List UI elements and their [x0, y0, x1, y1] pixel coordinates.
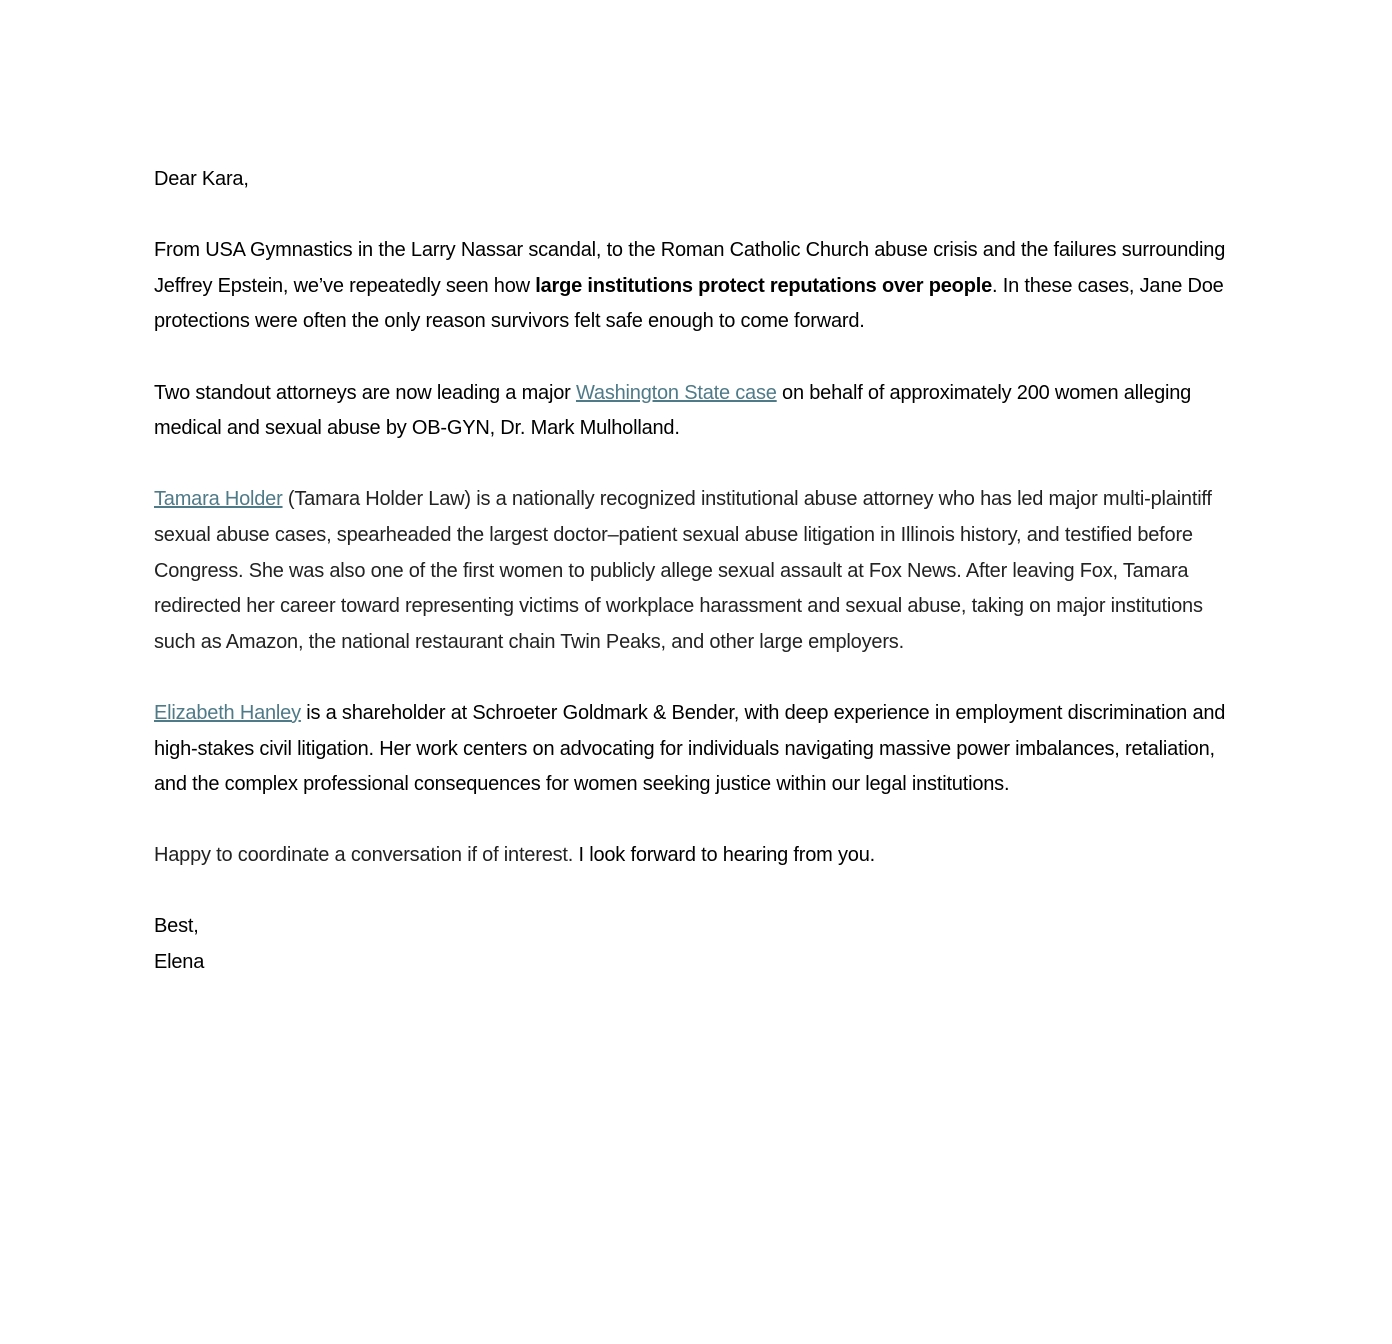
bold-text: large institutions protect reputations over people [535, 274, 992, 297]
greeting: Dear Kara, [154, 168, 249, 190]
text: . In these cases, Jane Doe protections were often the only reason survivors felt safe enough to come forward. [154, 274, 1224, 333]
elizabeth-hanley-link[interactable]: Elizabeth Hanley [154, 701, 301, 724]
text: (Tamara Holder Law) is a nationally recognized institutional abuse attorney who has led major multi-plaintiff sexual abuse cases, spearheaded the largest doctor–patient sexual abuse litigation in Illinois history, and testified before Congress. She was also one of the first women to publicly allege sexual assault at Fox News. After leaving Fox, Tamara redirected her career toward representing victims of workplace harassment and sexual abuse, taking on major institutions such as Amazon, the national restaurant chain Twin Peaks, and other large employers. [154, 488, 1212, 653]
text: Two standout attorneys are now leading a major [154, 381, 576, 404]
text: is a shareholder at Schroeter Goldmark & Bender, with deep experience in employment discrimination and high-stakes civil litigation. Her work centers on advocating for individuals navigating massive power imbalances, retaliation, and the complex professional consequences for women seeking justice within our legal institutions. [154, 701, 1226, 796]
text: on behalf of approximately 200 women alleging medical and sexual abuse by OB-GYN, Dr. Mark Mulholland. [154, 381, 1192, 440]
paragraph-tamara-holder [154, 482, 1244, 660]
paragraph-institutions [154, 233, 1244, 340]
signature: Elena [154, 951, 205, 974]
closing: Best, [154, 915, 199, 938]
text: Happy to coordinate a conversation if of interest. [154, 844, 579, 867]
email-body [154, 162, 1244, 981]
paragraph-elizabeth-hanley [154, 696, 1244, 803]
text: From USA Gymnastics in the Larry Nassar scandal, to the Roman Catholic Church abuse crisis and the failures surrounding Jeffrey Epstein, we’ve repeatedly seen how [154, 239, 1226, 297]
paragraph-closing-request [154, 838, 1244, 874]
text: I look forward to hearing from you. [578, 844, 875, 867]
paragraph-case [154, 376, 1244, 447]
washington-state-case-link[interactable]: Washington State case [575, 381, 777, 404]
tamara-holder-link[interactable]: Tamara Holder [154, 488, 283, 511]
